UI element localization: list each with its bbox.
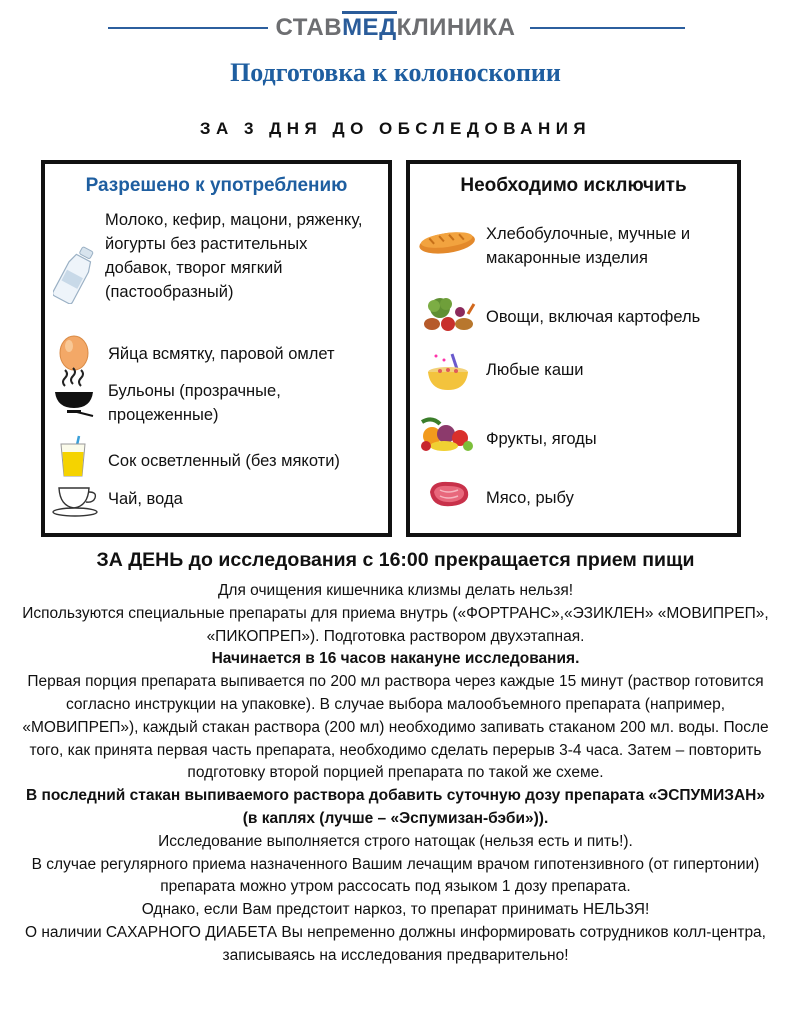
bread-icon (416, 226, 478, 258)
excluded-heading: Необходимо исключить (460, 175, 687, 196)
allowed-item-eggs: Яйца всмятку, паровой омлет (108, 345, 335, 363)
excluded-item-bread: Хлебобулочные, мучные и макаронные изделия (486, 225, 691, 267)
milk-bottle-icon (53, 244, 97, 304)
instruction-line-8: Однако, если Вам предстоит наркоз, то препарат принимать НЕЛЬЗЯ! (141, 901, 650, 919)
vegetables-icon (420, 294, 478, 334)
fruits-icon (418, 414, 478, 454)
day-before-heading: ЗА ДЕНЬ до исследования с 16:00 прекращается прием пищи (96, 549, 695, 571)
meat-icon (426, 478, 472, 510)
allowed-heading: Разрешено к употреблению (85, 175, 348, 196)
excluded-item-meat: Мясо, рыбу (486, 489, 574, 507)
allowed-foods-panel (41, 160, 392, 537)
instruction-line-4: Первая порция препарата выпивается по 200 мл раствора через каждые 15 минут (раствор готовится согласно инструкции на упаковке). В случае выбора малообъемного препарата (например, «МОВИПРЕП»), каждый стакан раствора (200 мл) необходимо запивать стаканом 200 мл. воды. После того, как принята первая часть препарата, необходимо сделать перерыв 3-4 часа. Затем – повторить подготовку второй порцией препарата по такой же схеме. (22, 673, 769, 782)
instruction-line-9: О наличии САХАРНОГО ДИАБЕТА Вы непременно должны информировать сотрудников колл-центра, записываясь на исследования предварительно! (24, 923, 766, 964)
juice-glass-icon (57, 434, 91, 478)
allowed-item-dairy: Молоко, кефир, мацони, ряженку, йогурты без растительных добавок, творог мягкий (пастообразный) (105, 211, 363, 301)
page-subtitle: ЗА 3 ДНЯ ДО ОБСЛЕДОВАНИЯ (199, 119, 592, 138)
instructions-text (20, 580, 771, 968)
instruction-line-6: Исследование выполняется строго натощак (нельзя есть и пить!). (158, 832, 633, 850)
page-title: Подготовка к колоноскопии (230, 58, 561, 87)
teacup-icon (51, 482, 103, 520)
excluded-item-fruits: Фрукты, ягоды (486, 430, 597, 448)
excluded-item-porridge: Любые каши (486, 361, 584, 379)
allowed-item-juice: Сок осветленный (без мякоти) (108, 452, 340, 470)
allowed-item-tea: Чай, вода (108, 490, 183, 508)
porridge-bowl-icon (426, 350, 470, 392)
clinic-logo (0, 14, 791, 42)
instruction-line-3: Начинается в 16 часов накануне исследования. (211, 650, 580, 668)
instruction-line-1: Для очищения кишечника клизмы делать нельзя! (217, 582, 574, 599)
logo-part1: СТАВ (275, 14, 343, 41)
instruction-line-5: В последний стакан выпиваемого раствора добавить суточную дозу препарата «ЭСПУМИЗАН» (в каплях (лучше – «Эспумизан-бэби»)). (26, 787, 765, 827)
allowed-item-broth: Бульоны (прозрачные, процеженные) (108, 382, 281, 424)
instruction-line-7: В случае регулярного приема назначенного Вашим лечащим врачом гипотензивного (от гипертонии) препарата можно утром рассосать под языком 1 дозу препарата. (31, 855, 760, 896)
excluded-item-vegetables: Овощи, включая картофель (486, 308, 701, 326)
excluded-foods-panel (406, 160, 741, 537)
logo-part2: МЕД (342, 11, 397, 41)
logo-part3: КЛИНИКА (396, 14, 516, 41)
soup-bowl-icon (53, 366, 95, 418)
instruction-line-2: Используются специальные препараты для приема внутрь («ФОРТРАНС»,«ЭЗИКЛЕН» «МОВИПРЕП», «ПИКОПРЕП»). Подготовка раствором двухэтапная. (22, 604, 769, 645)
